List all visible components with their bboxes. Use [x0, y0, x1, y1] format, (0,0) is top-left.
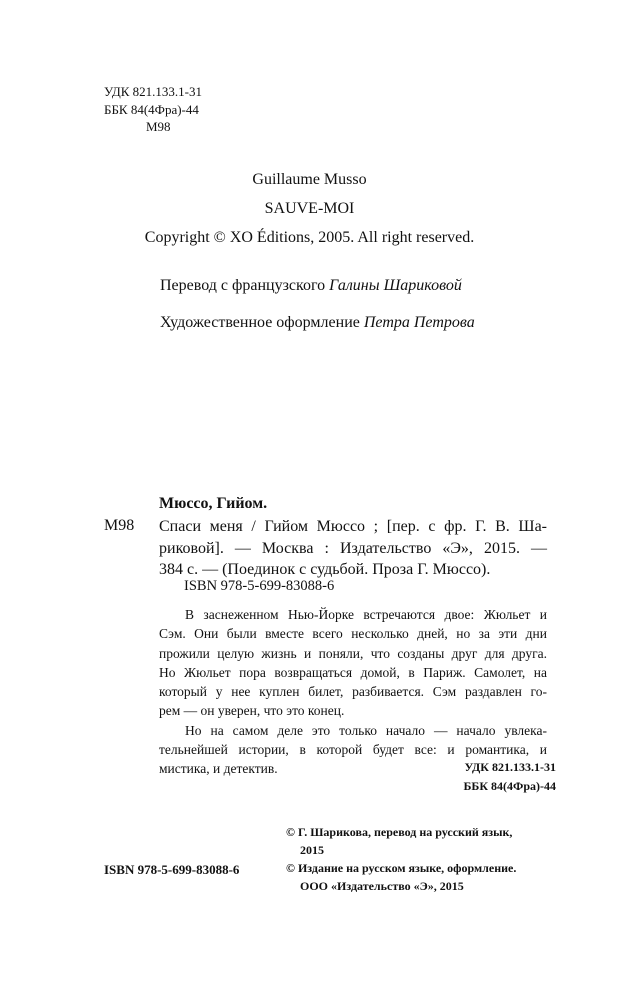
bottom-bbk: ББК 84(4Фра)-44: [463, 779, 556, 793]
annotation-line: мистика, и детектив.: [159, 761, 278, 777]
catalog-heading: Мюссо, Гийом.: [159, 495, 268, 512]
copyright-notices: [286, 823, 576, 895]
author-mark: М98: [146, 119, 171, 134]
catalog-code: М98: [104, 517, 135, 534]
classification-codes: [104, 83, 202, 136]
original-copyright: Copyright © XO Éditions, 2005. All right reserved.: [144, 229, 475, 246]
annotation-line: Сэм. Они были вместе всего несколько дней, но за эти дни: [159, 626, 547, 642]
annotation-line: прожили целую жизнь и поняли, что созданы друг для друга.: [159, 645, 547, 661]
annotation: [159, 605, 547, 779]
bottom-classification-codes: [300, 758, 556, 796]
original-author: Guillaume Musso: [252, 171, 367, 188]
catalog-description: [159, 516, 547, 581]
copyright-translation-year: 2015: [300, 843, 324, 857]
annotation-line: Но на самом деле это только начало — начало увлека-: [185, 722, 547, 738]
copyright-translation: © Г. Шарикова, перевод на русский язык,: [286, 825, 513, 839]
annotation-line: тельнейшей истории, в которой будет все: и романтика, и: [159, 742, 547, 758]
annotation-line: Но Жюльет пора возвращаться домой, в Париж. Самолет, на: [159, 664, 547, 680]
translation-label: Перевод с французского: [160, 277, 326, 294]
catalog-line: Спаси меня / Гийом Мюссо ; [пер. с фр. Г. В. Ша-: [159, 518, 547, 535]
isbn-bottom: ISBN 978-5-699-83088-6: [104, 862, 240, 877]
udk-code: УДК 821.133.1-31: [104, 84, 203, 99]
catalog-isbn: ISBN 978-5-699-83088-6: [184, 578, 335, 594]
original-title: SAUVE-MOI: [264, 200, 355, 217]
catalog-line: 384 с. — (Поединок с судьбой. Проза Г. Мюссо).: [159, 561, 491, 578]
bbk-code: ББК 84(4Фра)-44: [104, 101, 199, 117]
annotation-line: В заснеженном Нью-Йорке встречаются двое: Жюльет и: [185, 607, 547, 622]
designer-name: Петра Петрова: [363, 314, 475, 331]
annotation-line: рем — он уверен, что это конец.: [159, 703, 345, 719]
catalog-line: риковой]. — Москва : Издательство «Э», 2015. —: [159, 539, 547, 557]
design-label: Художественное оформление: [160, 314, 360, 331]
annotation-line: который у нее куплен билет, разбивается. Сэм раздавлен го-: [159, 684, 547, 700]
copyright-edition: © Издание на русском языке, оформление.: [286, 861, 517, 875]
copyright-publisher: ООО «Издательство «Э», 2015: [300, 879, 464, 893]
design-credit: [160, 314, 475, 332]
translation-credit: [160, 277, 462, 295]
bottom-udk: УДК 821.133.1-31: [464, 760, 556, 774]
translator-name: Галины Шариковой: [329, 277, 462, 294]
